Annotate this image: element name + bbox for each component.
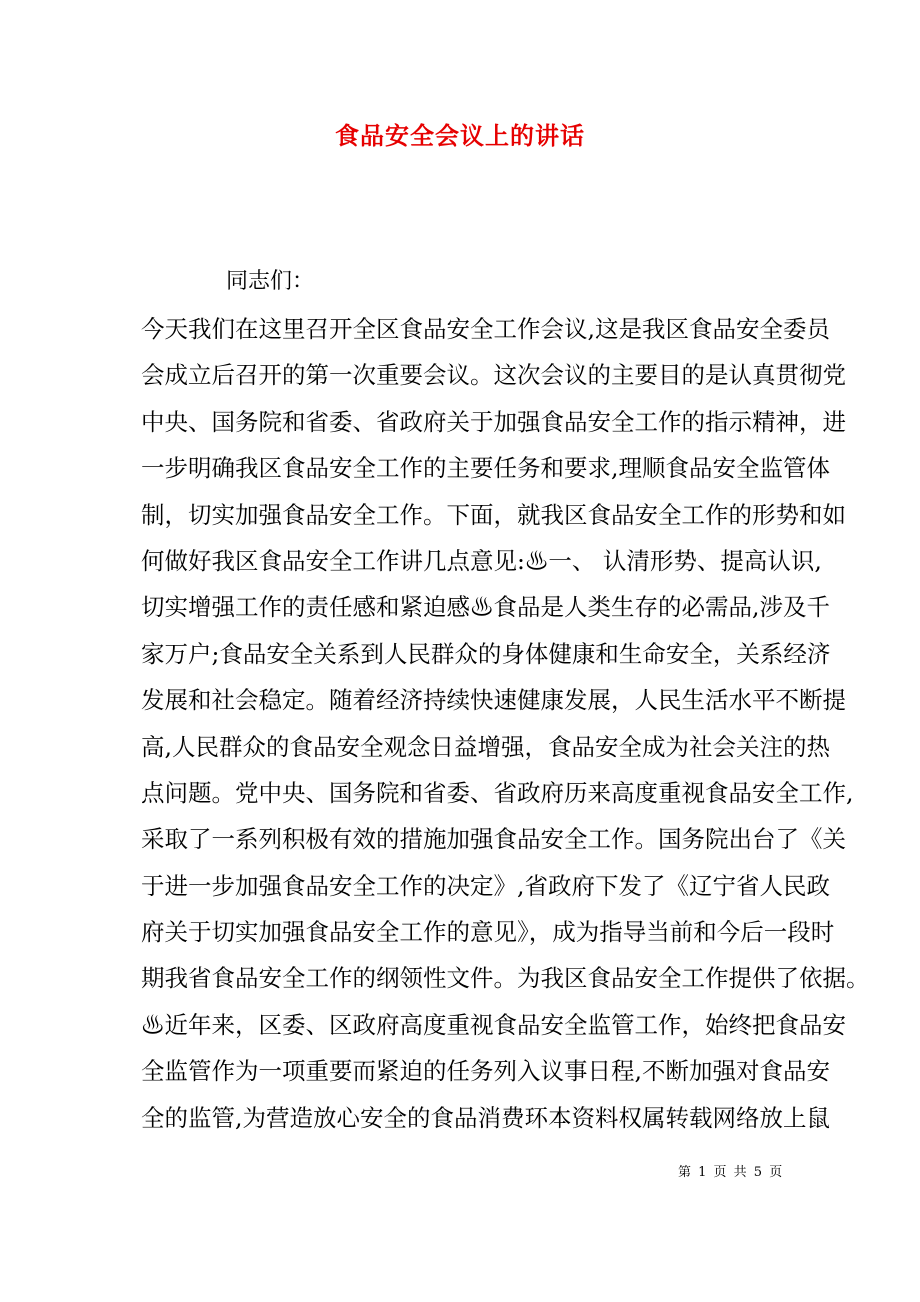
text-line: ♨近年来，区委、区政府高度重视食品安全监管工作，始终把食品安 [141, 1010, 846, 1039]
text-line: 全的监管,为营造放心安全的食品消费环本资料权属转载网络放上鼠 [141, 1103, 830, 1132]
text-line: 采取了一系列积极有效的措施加强食品安全工作。国务院出台了《关 [141, 825, 846, 854]
text-line: 切实增强工作的责任感和紧迫感♨食品是人类生存的必需品,涉及千 [141, 593, 830, 622]
text-line: 何做好我区食品安全工作讲几点意见:♨一、 认清形势、提高认识, [141, 546, 822, 575]
page-number: 第 1 页 共 5 页 [678, 1165, 783, 1180]
text-line: 期我省食品安全工作的纲领性文件。为我区食品安全工作提供了依据。 [141, 964, 870, 993]
salutation: 同志们： [226, 269, 315, 294]
text-line: 家万户;食品安全关系到人民群众的身体健康和生命安全，关系经济 [141, 639, 831, 668]
text-line: 中央、国务院和省委、省政府关于加强食品安全工作的指示精神，进 [141, 407, 846, 436]
text-line: 会成立后召开的第一次重要会议。这次会议的主要目的是认真贯彻党 [141, 361, 846, 390]
text-line: 点问题。党中央、国务院和省委、省政府历来高度重视食品安全工作, [141, 778, 854, 807]
text-line: 一步明确我区食品安全工作的主要任务和要求,理顺食品安全监管体 [141, 454, 830, 483]
text-line: 发展和社会稳定。随着经济持续快速健康发展，人民生活水平不断提 [141, 686, 846, 715]
text-line: 今天我们在这里召开全区食品安全工作会议,这是我区食品安全委员 [141, 315, 830, 343]
text-line: 全监管作为一项重要而紧迫的任务列入议事日程,不断加强对食品安 [141, 1057, 830, 1086]
body-text [141, 306, 870, 1141]
text-line: 于进一步加强食品安全工作的决定》,省政府下发了《辽宁省人民政 [141, 871, 830, 900]
text-line: 府关于切实加强食品安全工作的意见》，成为指导当前和今后一段时 [141, 918, 835, 947]
text-line: 高,人民群众的食品安全观念日益增强，食品安全成为社会关注的热 [141, 732, 830, 761]
document-title: 食品安全会议上的讲话 [335, 121, 585, 150]
text-line: 制，切实加强食品安全工作。下面，就我区食品安全工作的形势和如 [141, 500, 846, 529]
